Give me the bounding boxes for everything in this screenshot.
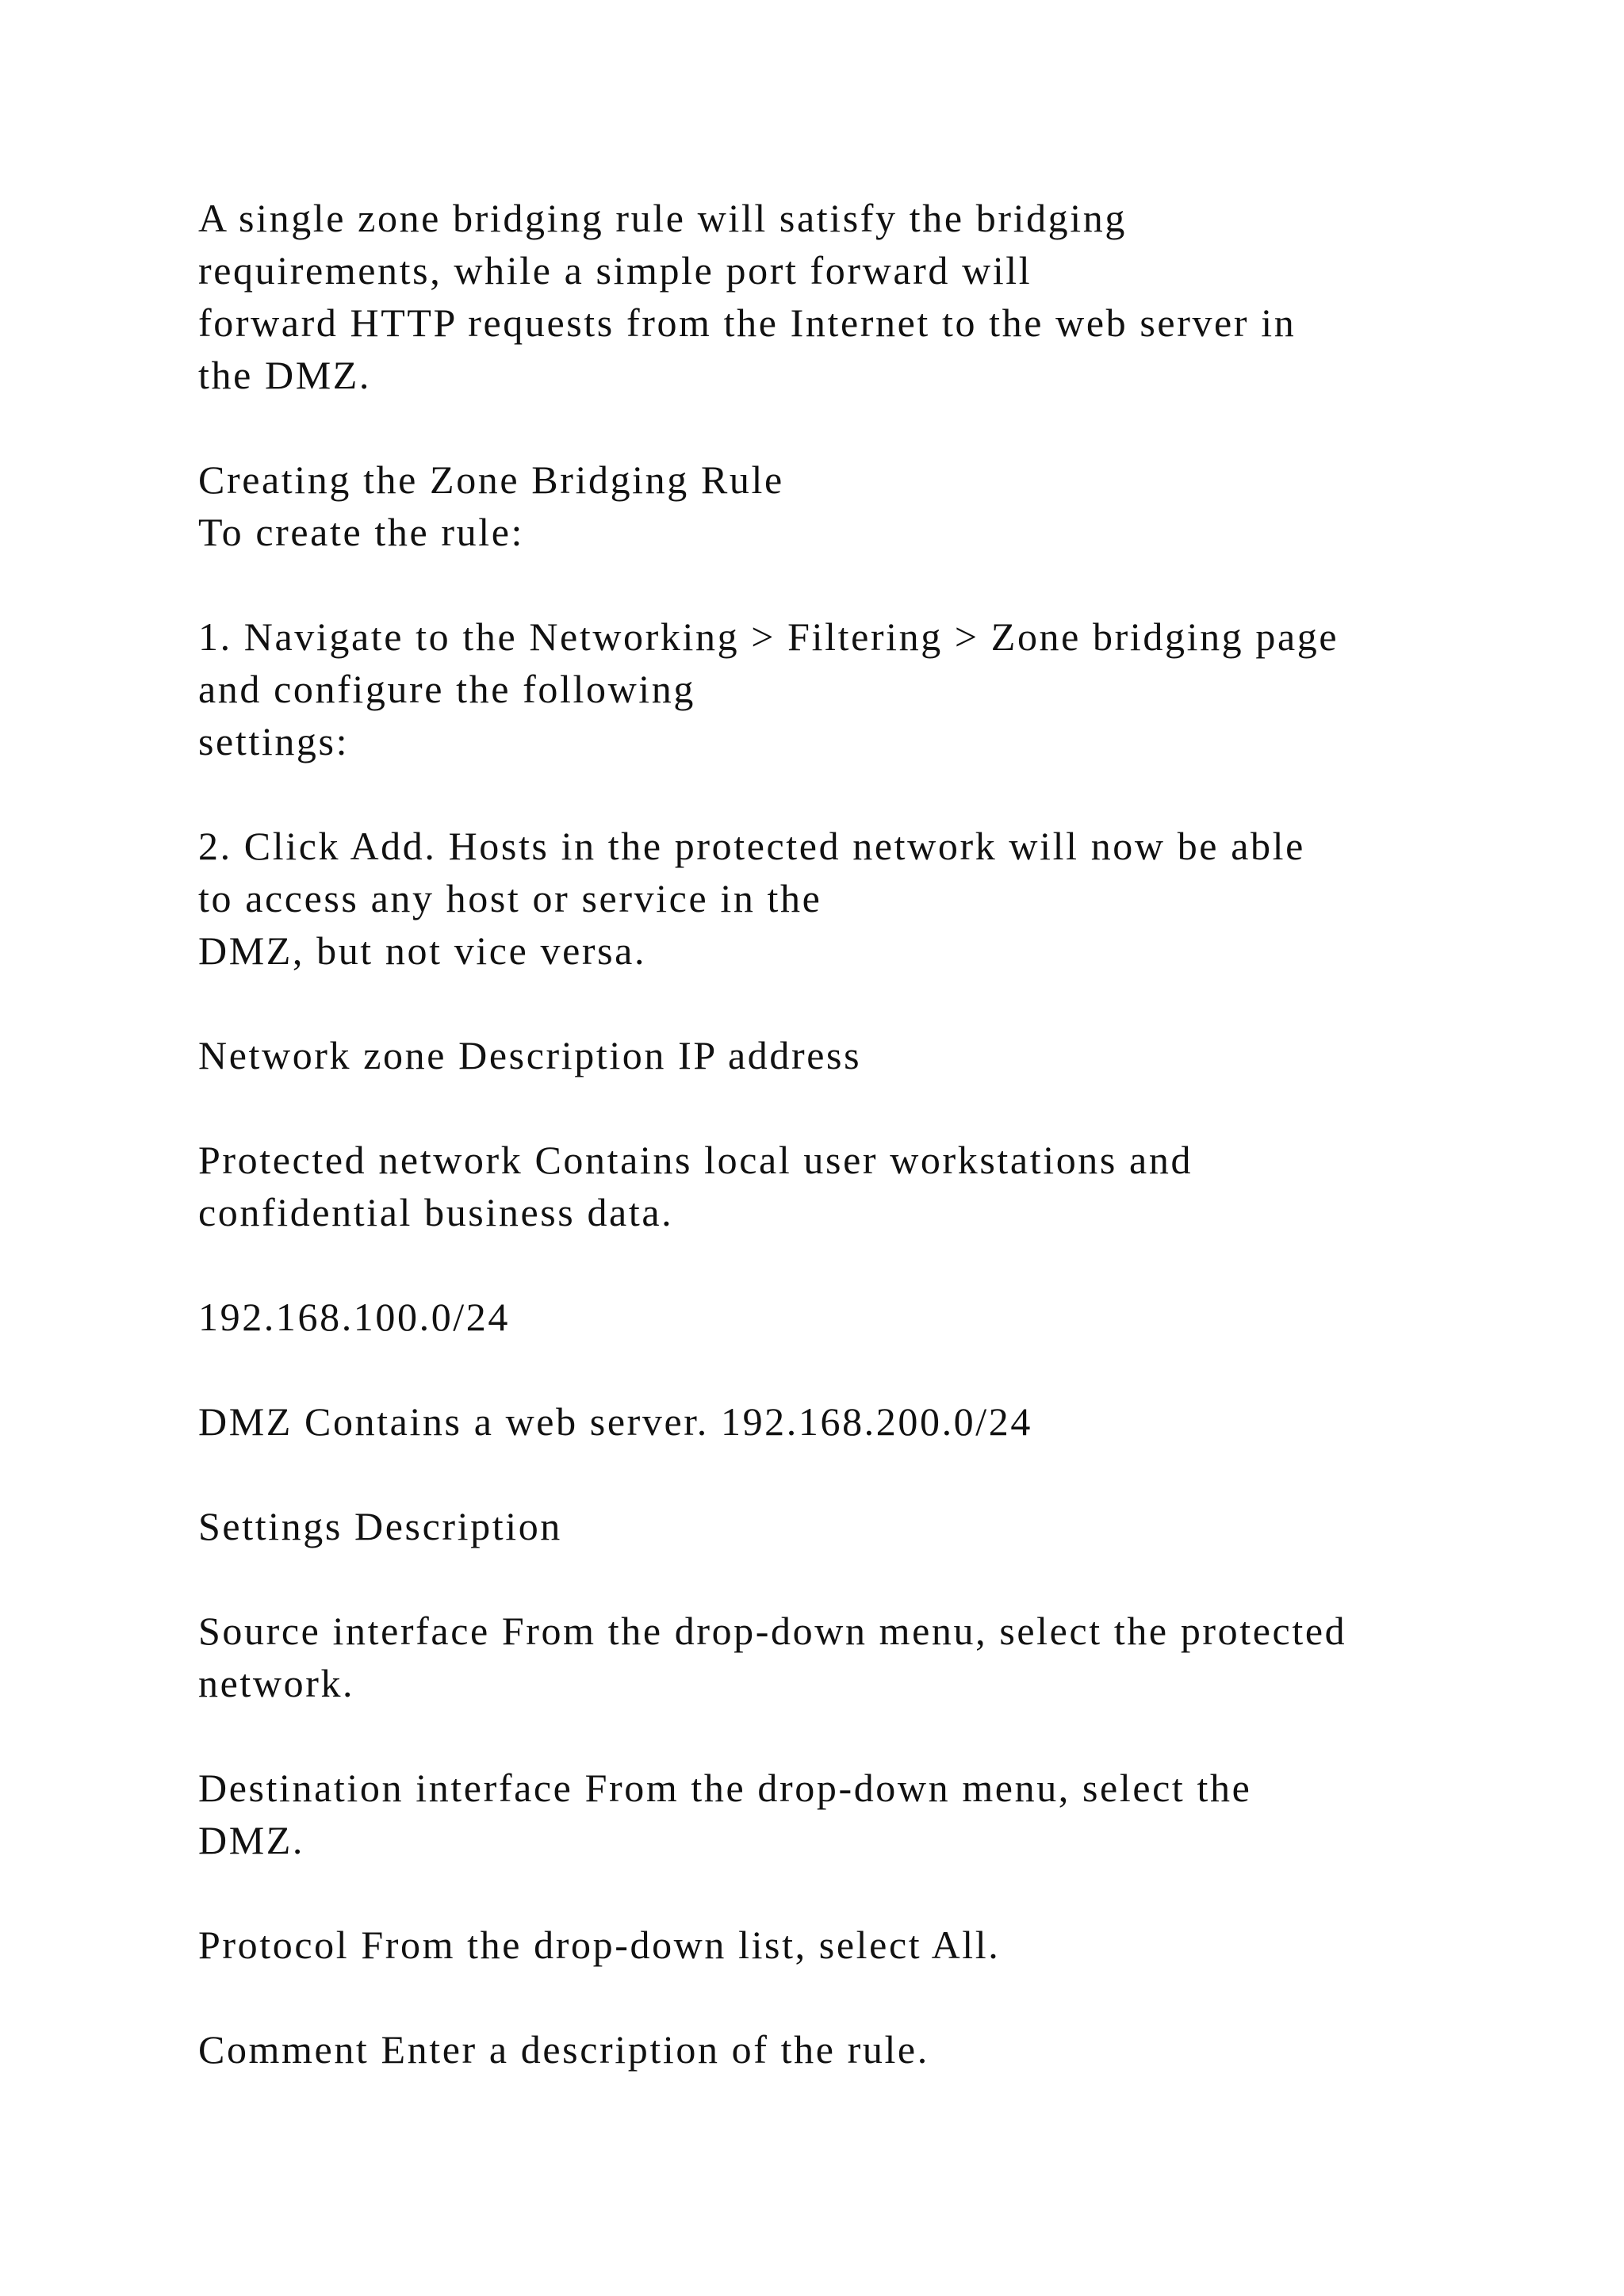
paragraph <box>198 820 1499 977</box>
paragraph <box>198 192 1499 401</box>
paragraph <box>198 2023 1499 2076</box>
paragraph-gap <box>198 1343 1499 1395</box>
text-line: 2. Click Add. Hosts in the protected network will now be able <box>198 824 1305 868</box>
text-line: A single zone bridging rule will satisfy the bridging <box>198 196 1127 240</box>
paragraph-gap <box>198 1709 1499 1762</box>
text-line: the DMZ. <box>198 353 371 397</box>
paragraph <box>198 1762 1499 1866</box>
text-line: Source interface From the drop-down menu, select the protected <box>198 1609 1347 1653</box>
paragraph-gap <box>198 1238 1499 1291</box>
text-line: and configure the following <box>198 667 695 711</box>
paragraph <box>198 1919 1499 1971</box>
text-line: Destination interface From the drop-down menu, select the <box>198 1766 1252 1810</box>
paragraph <box>198 1605 1499 1709</box>
text-line: DMZ Contains a web server. 192.168.200.0/24 <box>198 1399 1032 1444</box>
paragraph-gap <box>198 1866 1499 1919</box>
text-line: DMZ, but not vice versa. <box>198 928 647 973</box>
text-line: confidential business data. <box>198 1190 674 1234</box>
paragraph-gap <box>198 1552 1499 1605</box>
paragraph <box>198 610 1499 767</box>
paragraph-gap <box>198 558 1499 610</box>
paragraph <box>198 1134 1499 1238</box>
paragraph <box>198 1395 1499 1448</box>
text-line: Protected network Contains local user workstations and <box>198 1138 1193 1182</box>
paragraph <box>198 1291 1499 1343</box>
text-line: Creating the Zone Bridging Rule <box>198 457 784 502</box>
text-line: requirements, while a simple port forward will <box>198 248 1032 293</box>
text-line: To create the rule: <box>198 510 524 554</box>
text-line: Protocol From the drop-down list, select All. <box>198 1923 1001 1967</box>
text-line: forward HTTP requests from the Internet to the web server in <box>198 300 1297 345</box>
paragraph-gap <box>198 767 1499 820</box>
text-line: DMZ. <box>198 1818 305 1862</box>
text-line: Network zone Description IP address <box>198 1033 862 1077</box>
paragraph-gap <box>198 977 1499 1029</box>
document-body <box>198 192 1499 2076</box>
text-line: Comment Enter a description of the rule. <box>198 2027 929 2072</box>
paragraph-gap <box>198 401 1499 453</box>
text-line: settings: <box>198 719 350 763</box>
paragraph-gap <box>198 1081 1499 1134</box>
text-line: 1. Navigate to the Networking > Filtering > Zone bridging page <box>198 614 1339 659</box>
text-line: Settings Description <box>198 1504 562 1548</box>
paragraph <box>198 453 1499 558</box>
paragraph <box>198 1029 1499 1081</box>
text-line: to access any host or service in the <box>198 876 822 920</box>
text-line: 192.168.100.0/24 <box>198 1295 510 1339</box>
paragraph-gap <box>198 1971 1499 2023</box>
paragraph-gap <box>198 1448 1499 1500</box>
text-line: network. <box>198 1661 355 1705</box>
paragraph <box>198 1500 1499 1552</box>
